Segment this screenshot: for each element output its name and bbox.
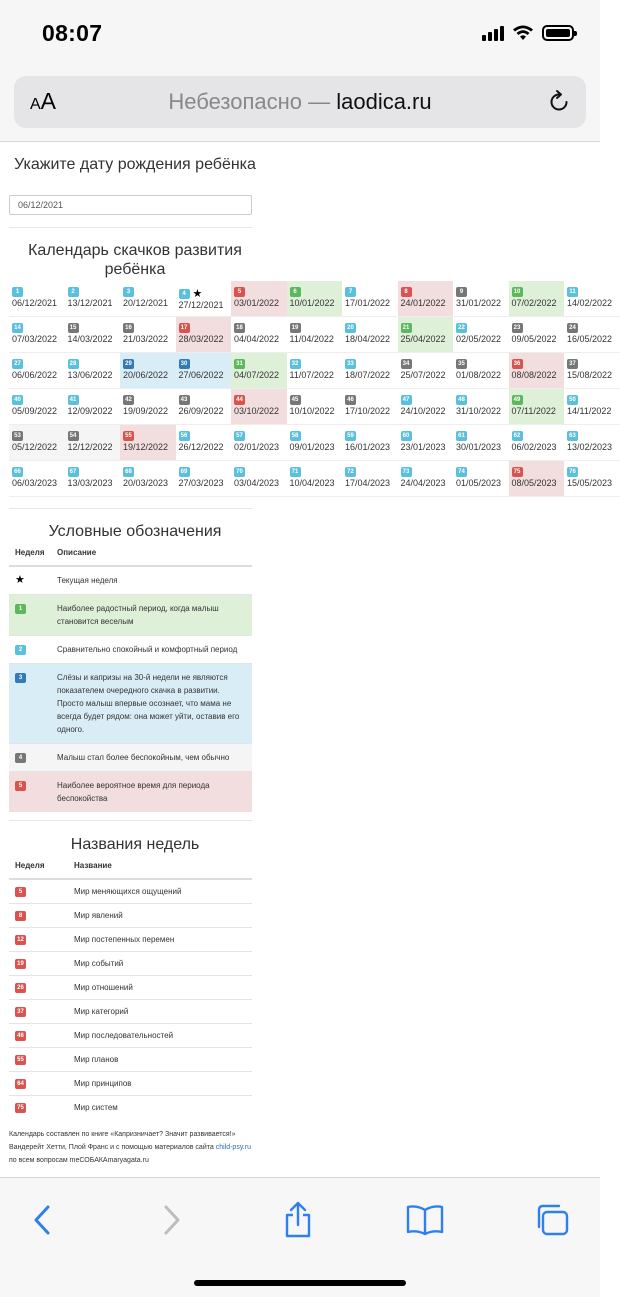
calendar-cell: [453, 461, 509, 497]
page-content: [0, 143, 613, 1177]
week-date: 17/10/2022: [345, 406, 391, 417]
tabs-icon: [534, 1203, 570, 1237]
calendar-cell: [120, 389, 176, 425]
week-badge: 47: [401, 395, 412, 405]
legend-badge: 5: [15, 781, 26, 791]
calendar-cell: [120, 461, 176, 497]
week-badge: 17: [179, 323, 190, 333]
week-badge: 23: [512, 323, 523, 333]
calendar-cell: [176, 425, 232, 461]
week-badge: 18: [234, 323, 245, 333]
calendar-cell: [398, 353, 454, 389]
week-date: 30/01/2023: [456, 442, 502, 453]
wifi-icon: [512, 25, 534, 41]
legend-row: [9, 664, 252, 744]
calendar-cell: [9, 317, 65, 353]
calendar-cell: [176, 389, 232, 425]
week-date: 25/07/2022: [400, 370, 446, 381]
legend-row: [9, 744, 252, 772]
calendar-cell: [564, 353, 620, 389]
week-badge: 7: [345, 287, 356, 297]
week-date: 11/04/2022: [289, 334, 334, 345]
week-badge: 54: [68, 431, 79, 441]
calendar-cell: [287, 317, 343, 353]
week-name-row: [9, 904, 252, 928]
week-badge: 30: [179, 359, 190, 369]
week-date: 12/12/2022: [67, 442, 113, 453]
divider: [9, 508, 252, 509]
legend-description: Малыш стал более беспокойным, чем обычно: [51, 744, 252, 772]
week-badge: 58: [290, 431, 301, 441]
browser-toolbar: [0, 1177, 600, 1297]
week-name: Мир явлений: [68, 904, 252, 928]
week-date: 20/03/2023: [123, 478, 169, 489]
week-date: 08/08/2022: [511, 370, 557, 381]
legend-badge: 1: [15, 604, 26, 614]
week-badge: 67: [68, 467, 79, 477]
week-name-row: [9, 879, 252, 904]
calendar-cell: [453, 281, 509, 317]
week-date: 05/12/2022: [12, 442, 58, 453]
book-icon: [406, 1204, 444, 1236]
week-badge: 21: [401, 323, 412, 333]
week-badge: 32: [290, 359, 301, 369]
week-name: Мир отношений: [68, 976, 252, 1000]
bookmarks-button[interactable]: [403, 1200, 447, 1240]
legend-row: [9, 595, 252, 636]
calendar-cell: [509, 425, 565, 461]
week-badge: 11: [567, 287, 578, 297]
calendar-cell: [398, 389, 454, 425]
week-date: 13/06/2022: [67, 370, 113, 381]
calendar-cell: [65, 281, 121, 317]
legend-row: [9, 636, 252, 664]
status-bar: [0, 0, 600, 70]
week-badge: 46: [15, 1031, 26, 1041]
week-date: 26/09/2022: [178, 406, 224, 417]
url-text[interactable]: [14, 89, 586, 115]
calendar-cell: [342, 281, 398, 317]
home-indicator: [194, 1280, 406, 1286]
calendar-cell: [342, 353, 398, 389]
week-name: Мир систем: [68, 1096, 252, 1120]
week-badge: 16: [123, 323, 134, 333]
calendar-cell: [564, 461, 620, 497]
week-badge: 41: [68, 395, 79, 405]
week-badge: 27: [12, 359, 23, 369]
week-badge: 12: [15, 935, 26, 945]
week-date: 17/01/2022: [345, 298, 391, 309]
week-date: 12/09/2022: [67, 406, 113, 417]
week-badge: 57: [234, 431, 245, 441]
week-name-row: [9, 976, 252, 1000]
week-name: Мир принципов: [68, 1072, 252, 1096]
week-badge: 8: [401, 287, 412, 297]
divider: [9, 227, 252, 228]
calendar-cell: [176, 461, 232, 497]
week-date: 13/12/2021: [67, 298, 113, 309]
week-date: 01/05/2023: [456, 478, 502, 489]
reload-icon[interactable]: [546, 89, 572, 115]
week-date: 03/04/2023: [234, 478, 280, 489]
week-date: 10/01/2022: [289, 298, 335, 309]
week-date: 14/11/2022: [567, 406, 612, 417]
week-date: 16/05/2022: [567, 334, 613, 345]
legend-description: Сравнительно спокойный и комфортный период: [51, 636, 252, 664]
week-date: 19/12/2022: [123, 442, 169, 453]
week-date: 08/05/2023: [511, 478, 557, 489]
week-name: Мир событий: [68, 952, 252, 976]
week-date: 17/04/2023: [345, 478, 391, 489]
reader-text-size-button[interactable]: AA: [30, 88, 57, 114]
week-names-title: Названия недель: [70, 836, 200, 853]
week-date: 20/06/2022: [123, 370, 169, 381]
week-name-row: [9, 952, 252, 976]
cellular-signal-icon: [482, 25, 504, 41]
calendar-cell: [120, 425, 176, 461]
week-badge: 76: [567, 467, 578, 477]
week-badge: 28: [68, 359, 79, 369]
week-badge: 60: [401, 431, 412, 441]
week-date: 02/01/2023: [234, 442, 280, 453]
week-badge: 37: [15, 1007, 26, 1017]
legend-table: [9, 548, 252, 812]
calendar-cell: [176, 353, 232, 389]
calendar-cell: [564, 281, 620, 317]
week-badge: 1: [12, 287, 23, 297]
calendar-cell: [509, 461, 565, 497]
share-icon: [283, 1201, 313, 1239]
legend-description: Текущая неделя: [51, 566, 252, 595]
week-badge: 15: [68, 323, 79, 333]
calendar-cell: [9, 425, 65, 461]
week-date: 18/07/2022: [345, 370, 391, 381]
battery-icon: [542, 25, 574, 41]
legend-header-desc: Описание: [51, 548, 252, 566]
week-badge: 75: [15, 1103, 26, 1113]
week-badge: 74: [456, 467, 467, 477]
calendar-cell: [342, 425, 398, 461]
calendar-cell: [398, 425, 454, 461]
week-date: 27/06/2022: [178, 370, 224, 381]
forward-button[interactable]: [150, 1200, 194, 1240]
current-week-star-icon: ★: [192, 288, 203, 300]
calendar-title: Календарь скачков развития ребёнка: [28, 242, 242, 278]
calendar-cell: [231, 461, 287, 497]
calendar-cell: [287, 353, 343, 389]
week-badge: 48: [456, 395, 467, 405]
week-date: 14/03/2022: [67, 334, 113, 345]
week-name-row: [9, 1096, 252, 1120]
week-date: 27/12/2021: [178, 300, 224, 311]
status-icons: [482, 25, 574, 41]
week-badge: 53: [12, 431, 23, 441]
legend-row: [9, 566, 252, 595]
week-date: 05/09/2022: [12, 406, 58, 417]
calendar-cell: [509, 389, 565, 425]
calendar-cell: [120, 317, 176, 353]
week-date: 13/02/2023: [567, 442, 613, 453]
legend-description: Наиболее вероятное время для периода беспокойства: [51, 772, 252, 813]
legend-badge: 2: [15, 645, 26, 655]
calendar-cell: [564, 317, 620, 353]
calendar-cell: [453, 389, 509, 425]
week-date: 16/01/2023: [345, 442, 391, 453]
calendar-cell: [120, 353, 176, 389]
calendar-cell: [65, 425, 121, 461]
week-name-row: [9, 928, 252, 952]
contact-text: по всем вопросам meСОБАКАmaryagata.ru: [9, 1157, 149, 1164]
status-time: 08:07: [42, 20, 103, 46]
week-badge: 9: [456, 287, 467, 297]
week-name: Мир планов: [68, 1048, 252, 1072]
birth-date-title: Укажите дату рождения ребёнка: [14, 156, 256, 173]
week-date: 24/01/2022: [400, 298, 446, 309]
week-badge: 34: [401, 359, 412, 369]
week-badge: 2: [68, 287, 79, 297]
week-badge: 45: [290, 395, 301, 405]
week-badge: 50: [567, 395, 578, 405]
week-date: 10/10/2022: [289, 406, 335, 417]
week-badge: 43: [179, 395, 190, 405]
chevron-right-icon: [162, 1204, 182, 1236]
week-date: 24/10/2022: [400, 406, 446, 417]
week-badge: 59: [345, 431, 356, 441]
week-badge: 63: [567, 431, 578, 441]
chevron-left-icon: [32, 1204, 52, 1236]
week-badge: 55: [15, 1055, 26, 1065]
back-button[interactable]: [20, 1200, 64, 1240]
week-badge: 61: [456, 431, 467, 441]
calendar-cell: [453, 353, 509, 389]
week-badge: 68: [123, 467, 134, 477]
week-badge: 55: [123, 431, 134, 441]
calendar-cell: [287, 281, 343, 317]
calendar-cell: [120, 281, 176, 317]
week-date: 15/08/2022: [567, 370, 613, 381]
calendar-cell: [453, 317, 509, 353]
week-badge: 42: [123, 395, 134, 405]
week-date: 04/04/2022: [234, 334, 280, 345]
names-header-week: Неделя: [9, 861, 68, 879]
legend-title: Условные обозначения: [48, 523, 222, 540]
calendar-cell: [342, 317, 398, 353]
week-badge: 44: [234, 395, 245, 405]
week-badge: 36: [512, 359, 523, 369]
week-name-row: [9, 1072, 252, 1096]
week-date: 09/05/2022: [511, 334, 557, 345]
footer-credits: [9, 1128, 252, 1167]
legend-header-week: Неделя: [9, 548, 51, 566]
calendar-cell: [342, 461, 398, 497]
calendar-cell: [509, 281, 565, 317]
week-names-table: [9, 861, 252, 1119]
week-date: 24/04/2023: [400, 478, 446, 489]
calendar-cell: [65, 461, 121, 497]
calendar-grid: [9, 281, 620, 497]
calendar-cell: [65, 389, 121, 425]
calendar-cell: [398, 461, 454, 497]
calendar-cell: [65, 353, 121, 389]
week-badge: 71: [290, 467, 301, 477]
divider: [9, 820, 252, 821]
calendar-cell: [509, 317, 565, 353]
calendar-cell: [398, 317, 454, 353]
week-name: Мир последовательностей: [68, 1024, 252, 1048]
week-badge: 56: [179, 431, 190, 441]
week-date: 14/02/2022: [567, 298, 613, 309]
star-icon: ★: [15, 574, 25, 586]
calendar-cell: [287, 389, 343, 425]
week-badge: 19: [15, 959, 26, 969]
calendar-cell: [9, 281, 65, 317]
browser-address-area: [0, 70, 600, 142]
week-badge: 33: [345, 359, 356, 369]
calendar-cell: [509, 353, 565, 389]
address-bar[interactable]: [14, 76, 586, 128]
week-date: 31/01/2022: [456, 298, 502, 309]
week-badge: 49: [512, 395, 523, 405]
week-date: 04/07/2022: [234, 370, 280, 381]
calendar-cell: [176, 281, 232, 317]
week-badge: 22: [456, 323, 467, 333]
week-badge: 14: [12, 323, 23, 333]
week-date: 06/12/2021: [12, 298, 58, 309]
calendar-cell: [564, 425, 620, 461]
week-badge: 10: [512, 287, 523, 297]
legend-badge: 3: [15, 673, 26, 683]
week-date: 07/02/2022: [511, 298, 557, 309]
legend-description: Наиболее радостный период, когда малыш становится веселым: [51, 595, 252, 636]
week-badge: 19: [290, 323, 301, 333]
week-badge: 31: [234, 359, 245, 369]
week-date: 07/03/2022: [12, 334, 58, 345]
week-name-row: [9, 1024, 252, 1048]
week-date: 02/05/2022: [456, 334, 502, 345]
week-badge: 75: [512, 467, 523, 477]
week-badge: 66: [12, 467, 23, 477]
calendar-cell: [231, 281, 287, 317]
week-date: 06/02/2023: [511, 442, 557, 453]
week-date: 18/04/2022: [345, 334, 391, 345]
week-date: 11/07/2022: [289, 370, 334, 381]
week-badge: 5: [234, 287, 245, 297]
calendar-cell: [398, 281, 454, 317]
week-date: 06/03/2023: [12, 478, 58, 489]
url-host: laodica.ru: [336, 89, 432, 114]
calendar-cell: [176, 317, 232, 353]
tabs-button[interactable]: [530, 1200, 574, 1240]
calendar-cell: [342, 389, 398, 425]
calendar-cell: [9, 461, 65, 497]
week-badge: 73: [401, 467, 412, 477]
footer-text: Календарь составлен по книге «Капризничает? Значит развивается!» Вандерейт Хетти, Плой Франс и с помощью материалов сайта: [9, 1131, 236, 1151]
birth-date-input[interactable]: [9, 195, 252, 215]
legend-row: [9, 772, 252, 813]
week-date: 19/09/2022: [123, 406, 169, 417]
week-badge: 64: [15, 1079, 26, 1089]
calendar-cell: [231, 389, 287, 425]
week-badge: 29: [123, 359, 134, 369]
week-date: 03/10/2022: [234, 406, 280, 417]
week-date: 06/06/2022: [12, 370, 58, 381]
week-name: Мир категорий: [68, 1000, 252, 1024]
week-date: 21/03/2022: [123, 334, 169, 345]
week-date: 01/08/2022: [456, 370, 502, 381]
calendar-cell: [9, 353, 65, 389]
week-name: Мир постепенных перемен: [68, 928, 252, 952]
calendar-cell: [9, 389, 65, 425]
week-badge: 26: [15, 983, 26, 993]
calendar-cell: [231, 353, 287, 389]
week-badge: 5: [15, 887, 26, 897]
week-date: 07/11/2022: [511, 406, 556, 417]
week-badge: 62: [512, 431, 523, 441]
week-badge: 6: [290, 287, 301, 297]
week-date: 28/03/2022: [178, 334, 224, 345]
week-date: 10/04/2023: [289, 478, 335, 489]
week-badge: 46: [345, 395, 356, 405]
calendar-cell: [65, 317, 121, 353]
week-badge: 72: [345, 467, 356, 477]
share-button[interactable]: [276, 1200, 320, 1240]
week-date: 26/12/2022: [178, 442, 224, 453]
week-badge: 40: [12, 395, 23, 405]
week-name-row: [9, 1048, 252, 1072]
calendar-cell: [287, 425, 343, 461]
calendar-cell: [453, 425, 509, 461]
week-badge: 8: [15, 911, 26, 921]
week-badge: 35: [456, 359, 467, 369]
week-name: Мир меняющихся ощущений: [68, 879, 252, 904]
week-badge: 3: [123, 287, 134, 297]
url-security-warning: Небезопасно —: [168, 89, 337, 114]
week-date: 09/01/2023: [289, 442, 335, 453]
week-name-row: [9, 1000, 252, 1024]
week-date: 31/10/2022: [456, 406, 502, 417]
source-link[interactable]: child-psy.ru: [215, 1144, 251, 1151]
names-header-name: Название: [68, 861, 252, 879]
calendar-cell: [287, 461, 343, 497]
legend-description: Слёзы и капризы на 30-й недели не являются показателем очередного скачка в развитии. Просто малыш впервые осознает, что мама не всегда будет рядом: она может уйти, оставив его одного.: [51, 664, 252, 744]
legend-badge: 4: [15, 753, 26, 763]
week-badge: 20: [345, 323, 356, 333]
week-badge: 37: [567, 359, 578, 369]
week-date: 15/05/2023: [567, 478, 613, 489]
week-date: 03/01/2022: [234, 298, 280, 309]
week-date: 20/12/2021: [123, 298, 169, 309]
week-badge: 69: [179, 467, 190, 477]
week-date: 13/03/2023: [67, 478, 113, 489]
week-date: 27/03/2023: [178, 478, 224, 489]
week-badge: 4: [179, 289, 190, 299]
calendar-cell: [231, 317, 287, 353]
calendar-cell: [564, 389, 620, 425]
calendar-cell: [231, 425, 287, 461]
week-badge: 24: [567, 323, 578, 333]
week-date: 23/01/2023: [400, 442, 446, 453]
week-badge: 70: [234, 467, 245, 477]
week-date: 25/04/2022: [400, 334, 446, 345]
